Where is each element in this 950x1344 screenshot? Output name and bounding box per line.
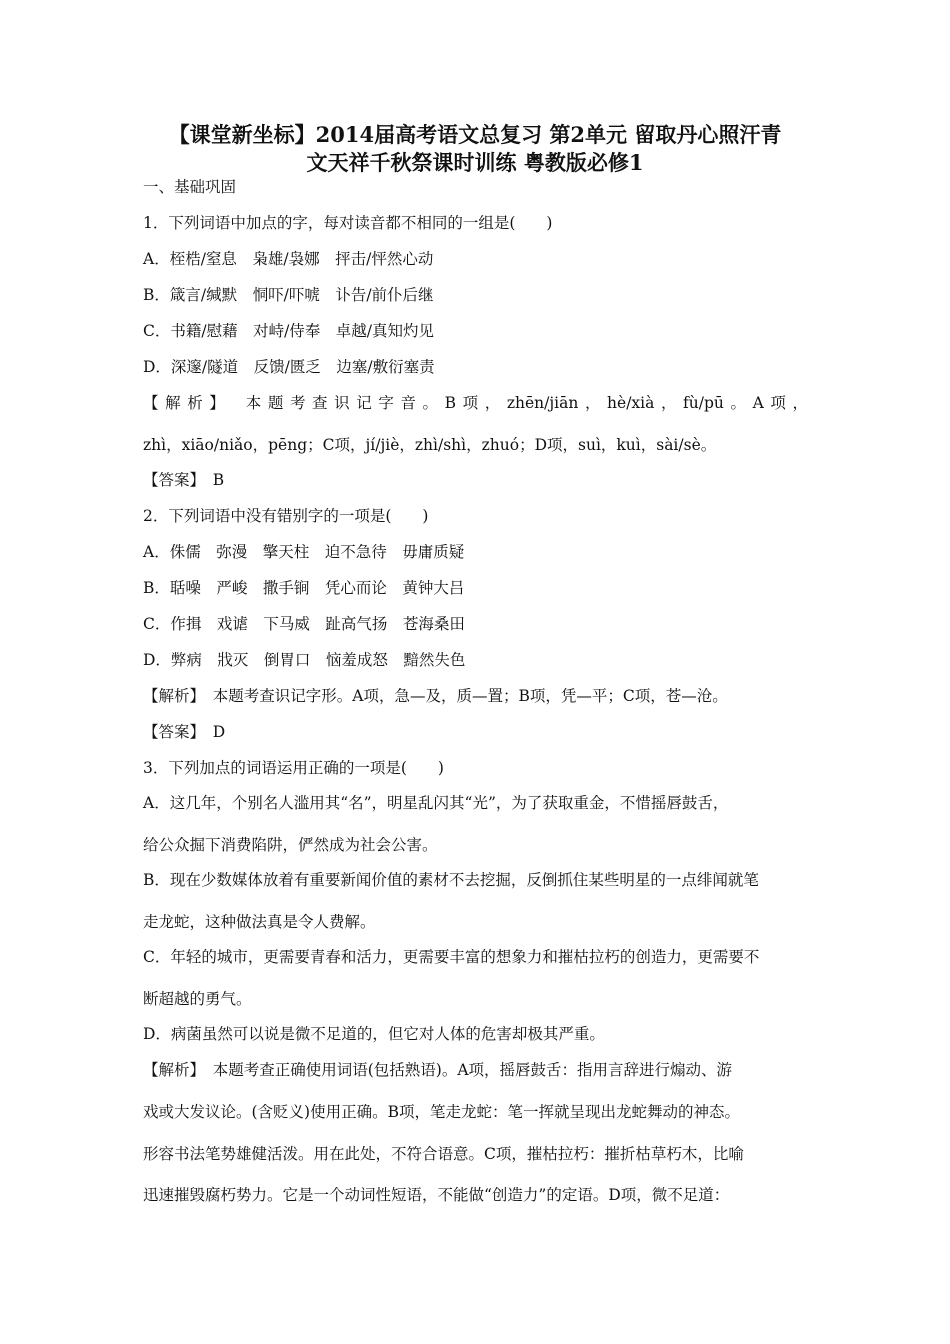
q3-option-a-line-1: A．这几年，个别名人滥用其“名”，明星乱闪其“光”，为了获取重金，不惜摇唇鼓舌， xyxy=(143,794,729,812)
q2-option-d: D．弊病 戕灭 倒胃口 恼羞成怒 黯然失色 xyxy=(143,651,466,669)
q1-option-a: A．桎梏/窒息 枭雄/袅娜 抨击/怦然心动 xyxy=(143,250,434,268)
q3-stem: 3．下列加点的词语运用正确的一项是( ) xyxy=(143,759,444,777)
q3-analysis-line-2: 戏或大发议论。(含贬义)使用正确。B项，笔走龙蛇：笔一挥就呈现出龙蛇舞动的神态。 xyxy=(143,1103,740,1121)
q1-analysis-line-1: 【解析】 本题考查识记字音。B项，zhēn/jiān，hè/xià，fù/pū。A项， xyxy=(143,394,808,412)
section-heading: 一、基础巩固 xyxy=(143,178,237,196)
q2-stem: 2．下列词语中没有错别字的一项是( ) xyxy=(143,507,429,525)
q1-analysis-line-2: zhì，xiāo/niǎo，pēng；C项，jí/jiè，zhì/shì，zhuó；D项，suì，kuì，sài/sè。 xyxy=(143,436,717,454)
q3-option-b-line-1: B．现在少数媒体放着有重要新闻价值的素材不去挖掘，反倒抓住某些明星的一点绯闻就笔 xyxy=(143,871,759,889)
q2-option-c: C．作揖 戏谑 下马威 趾高气扬 苍海桑田 xyxy=(143,615,465,633)
q1-option-d: D．深邃/隧道 反馈/匮乏 边塞/敷衍塞责 xyxy=(143,358,435,376)
q3-analysis-line-4: 迅速摧毁腐朽势力。它是一个动词性短语，不能做“创造力”的定语。D项，微不足道： xyxy=(143,1186,730,1204)
q2-answer: 【答案】 D xyxy=(143,723,226,741)
q3-option-c-line-1: C．年轻的城市，更需要青春和活力，更需要丰富的想象力和摧枯拉朽的创造力，更需要不 xyxy=(143,948,760,966)
q1-stem: 1．下列词语中加点的字，每对读音都不相同的一组是( ) xyxy=(143,214,553,232)
q1-option-b: B．箴言/缄默 恫吓/吓唬 讣告/前仆后继 xyxy=(143,286,434,304)
q2-analysis: 【解析】 本题考查识记字形。A项，急—及，质—置；B项，凭—平；C项，苍—沧。 xyxy=(143,687,728,705)
q3-analysis-line-1: 【解析】 本题考查正确使用词语(包括熟语)。A项，摇唇鼓舌：指用言辞进行煽动、游 xyxy=(143,1061,733,1079)
q3-option-c-line-2: 断超越的勇气。 xyxy=(143,990,252,1008)
q2-option-a: A．侏儒 弥漫 擎天柱 迫不急待 毋庸质疑 xyxy=(143,543,465,561)
q3-option-d: D．病菌虽然可以说是微不足道的，但它对人体的危害却极其严重。 xyxy=(143,1025,605,1043)
document-title-line-1: 【课堂新坐标】2014届高考语文总复习 第2单元 留取丹心照汗青 xyxy=(168,122,782,147)
q3-option-a-line-2: 给公众掘下消费陷阱，俨然成为社会公害。 xyxy=(143,836,438,854)
document-title-line-2: 文天祥千秋祭课时训练 粤教版必修1 xyxy=(306,150,644,175)
q1-answer: 【答案】 B xyxy=(143,471,225,489)
q1-option-c: C．书籍/慰藉 对峙/侍奉 卓越/真知灼见 xyxy=(143,322,435,340)
q2-option-b: B．聒噪 严峻 撒手锏 凭心而论 黄钟大吕 xyxy=(143,579,465,597)
q3-option-b-line-2: 走龙蛇，这种做法真是令人费解。 xyxy=(143,913,376,931)
q3-analysis-line-3: 形容书法笔势雄健活泼。用在此处，不符合语意。C项，摧枯拉朽：摧折枯草朽木，比喻 xyxy=(143,1145,744,1163)
